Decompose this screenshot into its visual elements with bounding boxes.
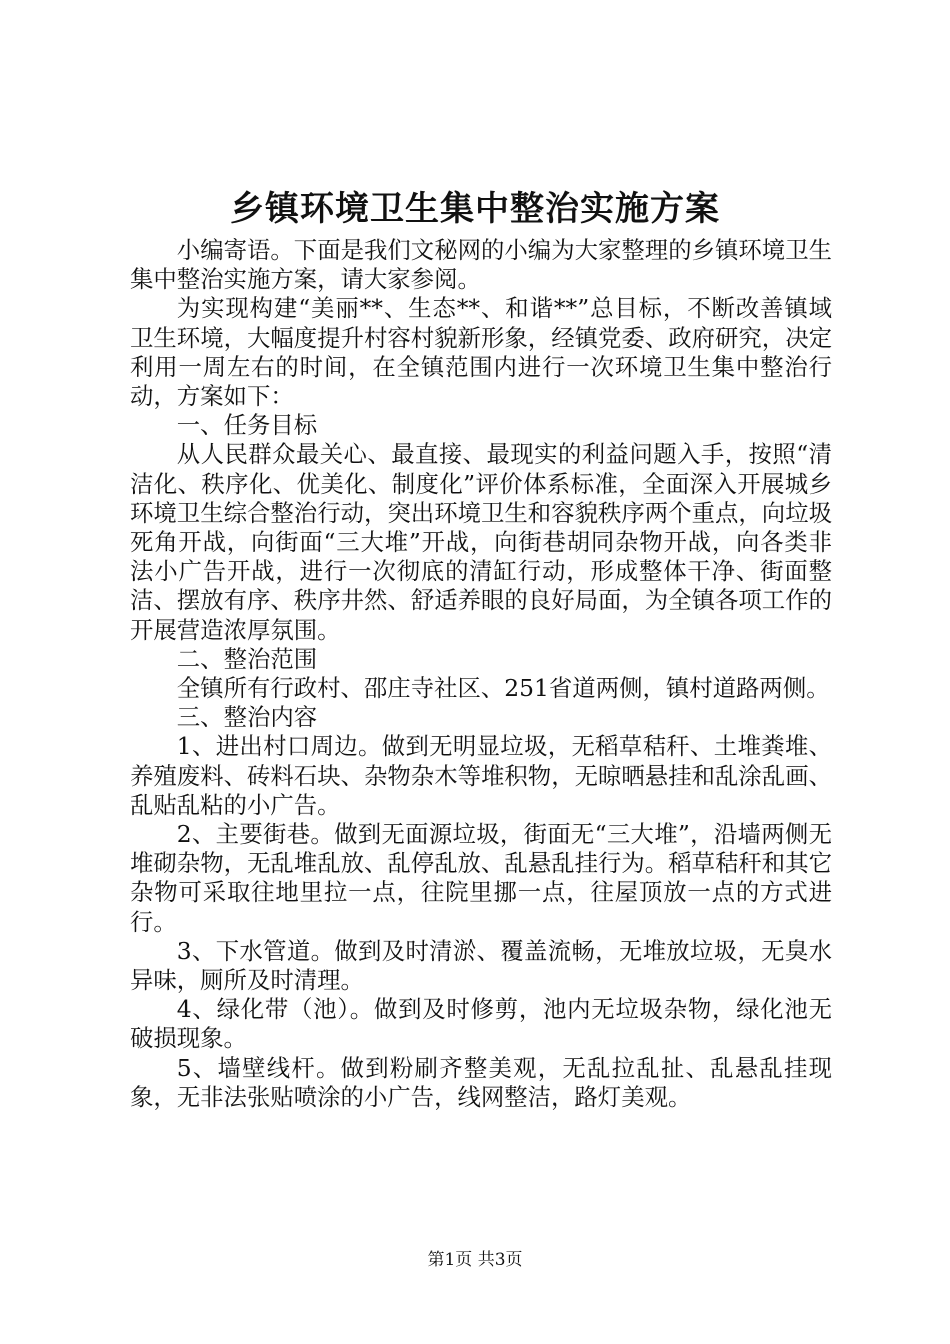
content-item-2: 2、主要街巷。做到无面源垃圾，街面无“三大堆”，沿墙两侧无堆砌杂物，无乱堆乱放、乱停乱放、乱悬乱挂行为。稻草秸秆和其它杂物可采取往地里拉一点，往院里挪一点，往屋顶放一点的方式进行。 (130, 820, 832, 936)
section-heading-scope: 二、整治范围 (176, 644, 318, 673)
goals-paragraph: 从人民群众最关心、最直接、最现实的利益问题入手，按照“清洁化、秩序化、优美化、制度化”评价体系标准，全面深入开展城乡环境卫生综合整治行动，突出环境卫生和容貌秩序两个重点，向垃圾死角开战，向街面“三大堆”开战，向街巷胡同杂物开战，向各类非法小广告开战，进行一次彻底的清缸行动，形成整体干净、街面整洁、摆放有序、秩序井然、舒适养眼的良好局面，为全镇各项工作的开展营造浓厚氛围。 (130, 440, 832, 644)
intro-paragraph: 小编寄语。下面是我们文秘网的小编为大家整理的乡镇环境卫生集中整治实施方案，请大家参阅。 (130, 236, 832, 294)
section-heading-content: 三、整治内容 (176, 703, 318, 732)
content-item-5: 5、墙壁线杆。做到粉刷齐整美观，无乱拉乱扯、乱悬乱挂现象，无非法张贴喷涂的小广告，线网整洁，路灯美观。 (130, 1053, 832, 1111)
document-body (130, 236, 832, 1112)
purpose-paragraph: 为实现构建“美丽**、生态**、和谐**”总目标，不断改善镇域卫生环境，大幅度提升村容村貌新形象，经镇党委、政府研究，决定利用一周左右的时间，在全镇范围内进行一次环境卫生集中整治行动，方案如下： (130, 294, 832, 411)
content-item-4: 4、绿化带（池）。做到及时修剪，池内无垃圾杂物，绿化池无破损现象。 (130, 995, 832, 1053)
content-item-1: 1、进出村口周边。做到无明显垃圾，无稻草秸秆、土堆粪堆、养殖废料、砖料石块、杂物杂木等堆积物，无晾晒悬挂和乱涂乱画、乱贴乱粘的小广告。 (130, 732, 832, 819)
document-title: 乡镇环境卫生集中整治实施方案 (230, 189, 720, 229)
page-number-footer: 第1页 共3页 (427, 1250, 523, 1270)
section-heading-goals: 一、任务目标 (176, 411, 318, 440)
content-item-3: 3、下水管道。做到及时清淤、覆盖流畅，无堆放垃圾，无臭水异味，厕所及时清理。 (130, 936, 832, 995)
scope-paragraph: 全镇所有行政村、邵庄寺社区、251省道两侧，镇村道路两侧。 (176, 674, 830, 703)
